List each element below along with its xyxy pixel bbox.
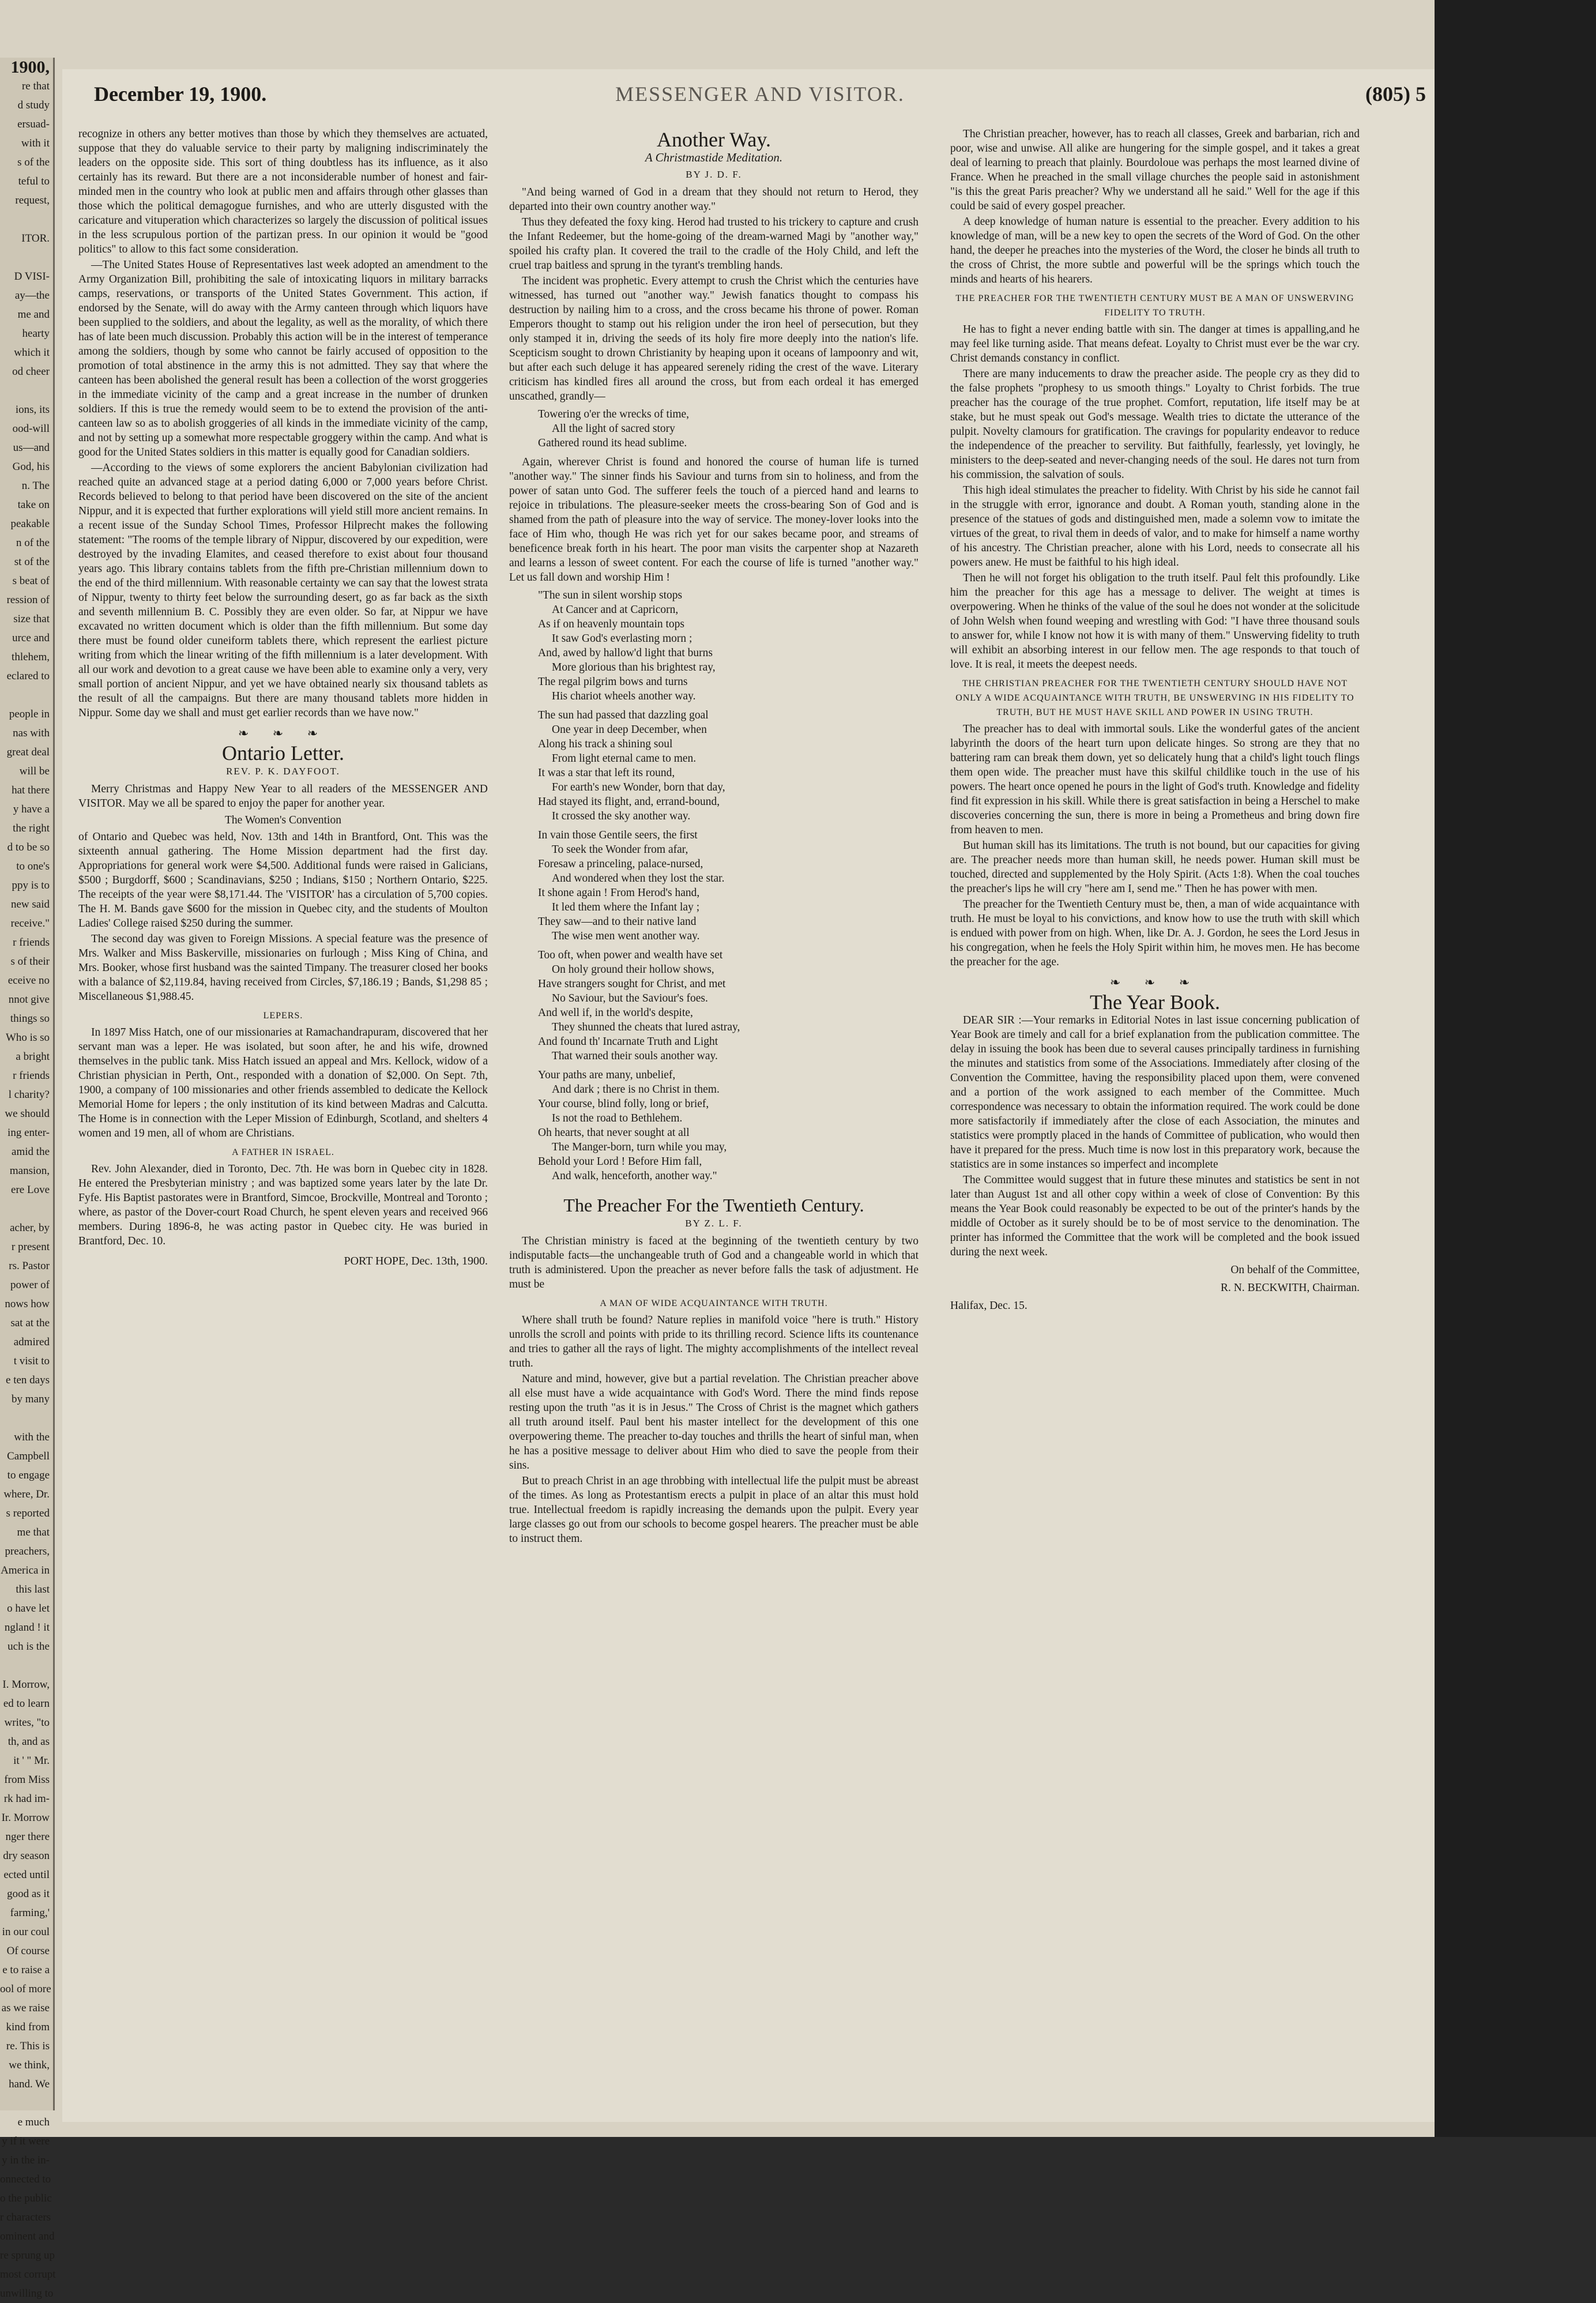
fragment-line: peakable <box>10 518 50 530</box>
fragment-line: nows how <box>5 1298 50 1310</box>
poem-stanza <box>538 407 919 450</box>
fragment-line: Campbell <box>7 1450 50 1462</box>
fragment-line: hand. We <box>9 2078 50 2090</box>
poem-line: It shone again ! From Herod's hand, <box>538 887 700 899</box>
article-title-preacher: The Preacher For the Twentieth Century. <box>563 1195 864 1216</box>
fragment-line: r friends <box>13 1070 50 1082</box>
issue-date: December 19, 1900. <box>94 82 267 106</box>
fragment-line: r present <box>12 1241 50 1253</box>
article-paragraph: Merry Christmas and Happy New Year to all readers of the MESSENGER AND VISITOR. May we all be spared to enjoy the paper for another year. <box>78 783 488 810</box>
fragment-line: a bright <box>16 1051 50 1063</box>
article-paragraph: The preacher has to deal with immortal souls. Like the wonderful gates of the ancient labyrinth the doors of the heart turn upon delicate hinges. So strong are they that no battering ram can break them down, yet so delicately hung that a child's light touch flings them open wide. The preacher must have this skilful childlike touch in the use of his powers. The heart once opened he pours in the light of God's truth. Knowledge and fidelity find fit expression in his skill. While there is great satisfaction in being a Herschel to make discoveries concerning the sun, there is more in being a Prometheus and bring down fire from heaven to men. <box>950 723 1360 836</box>
fragment-line: with it <box>21 137 50 149</box>
column-1 <box>78 127 488 2122</box>
fragment-line: power of <box>10 1279 50 1291</box>
article-paragraph: Thus they defeated the foxy king. Herod had trusted to his trickery to capture and crush the Infant Redeemer, but the home-going of the dream-warned Magi by "another way," spoiled his crafty plan. It covered the trail to the cradle of the Holy Child, and left the cruel trap baitless and sprung in the tyrant's trembling hands. <box>509 216 919 272</box>
fragment-line: Ir. Morrow <box>1 1812 50 1824</box>
fragment-line: Of course <box>6 1945 50 1957</box>
subheading: The Women's Convention <box>225 814 341 826</box>
fragment-line: to one's <box>16 860 50 872</box>
fragment-line: the right <box>13 822 50 834</box>
poem-line: From light eternal came to men. <box>552 752 697 765</box>
poem-line: It saw God's everlasting morn ; <box>552 633 692 645</box>
fragment-line: ed to learn <box>3 1698 50 1710</box>
fragment-line: with the <box>14 1431 50 1443</box>
fragment-line: onnected to <box>0 2173 51 2185</box>
poem-line: To seek the Wonder from afar, <box>552 844 688 856</box>
fragment-line: ool of more <box>0 1983 51 1995</box>
article-paragraph: The Christian ministry is faced at the beginning of the twentieth century by two indisputable facts—the unchangeable truth of God and a changeable world in which that truth is administered. Upon the preacher as never before falls the task of adjustment. He must be <box>509 1235 919 1290</box>
fragment-line: people in <box>9 708 50 720</box>
article-paragraph: In 1897 Miss Hatch, one of our missionaries at Ramachandrapuram, discovered that her servant man was a leper. He was isolated, but soon after, he and his wife, drowned themselves in the public tank. Miss Hatch issued an appeal and Mrs. Kellock, widow of a Christian physician in Perth, Ont., responded with a donation of $2,000. On Sept. 7th, 1900, a company of 100 missionaries and other friends assembled to dedicate the Kellock Memorial Home for lepers ; the only institution of its kind between Madras and Calcutta. The Home is in connection with the Leper Mission of Edinburgh, Scotland, and shelters 4 women and 19 men, all of whom are Christians. <box>78 1026 488 1139</box>
fragment-line: re. This is <box>6 2040 50 2052</box>
poem-stanza <box>538 828 919 943</box>
subheading: THE PREACHER FOR THE TWENTIETH CENTURY MUST BE A MAN OF UNSWERVING FIDELITY TO TRUTH. <box>955 293 1354 318</box>
fragment-line: amid the <box>12 1146 50 1158</box>
fragment-line: ITOR. <box>21 232 50 244</box>
previous-page-fragment <box>0 58 56 2300</box>
fragment-line: kind from <box>6 2021 50 2033</box>
article-paragraph: Again, wherever Christ is found and honored the course of human life is turned "another way." The sinner finds his Saviour and turns from sin to holiness, and from the power of satan unto God. The sufferer feels the touch of a pierced hand and learns to rejoice in tribulations. The pleasure-seeker meets the cross-bearing Son of God and is shamed from the path of pleasure into the way of service. The money-lover looks into the face of Him who, though He was rich yet for our sakes became poor, and streams of beneficence break forth in his heart. The poor man visits the carpenter shop at Nazareth and learns a lesson of sweet content. For each the course of life is turned "another way." Let us fall down and worship Him ! <box>509 456 919 584</box>
dateline: PORT HOPE, Dec. 13th, 1900. <box>344 1255 488 1267</box>
fragment-line: dry season <box>3 1850 50 1862</box>
fragment-line: d to be so <box>7 841 50 853</box>
fragment-line: God, his <box>12 461 50 473</box>
fragment-line: st of the <box>14 556 50 568</box>
fragment-line: eclared to <box>6 670 50 682</box>
article-paragraph: A deep knowledge of human nature is essential to the preacher. Every addition to his knowledge of man, will be a new key to open the secrets of the Word of God. On the other hand, the deeper he preaches into the mysteries of the Word, the closer he binds all truth to the cross of Christ, the more subtle and powerful will be the springs which touch the minds and hearts of his hearers. <box>950 216 1360 285</box>
article-paragraph: Rev. John Alexander, died in Toronto, Dec. 7th. He was born in Quebec city in 1828. He entered the Presbyterian ministry ; and was baptized some years later by the late Dr. Fyfe. His Baptist pastorates were in Brantford, Simcoe, Brockville, Montreal and Toronto ; where, as pastor of the Dover-court Road Church, he spent eleven years and received 966 members. During 1896-8, he was acting pastor in Quebec city. He was buried in Brantford, Dec. 10. <box>78 1163 488 1247</box>
article-paragraph: "And being warned of God in a dream that they should not return to Herod, they departed into their own country another way." <box>509 186 919 213</box>
column-3 <box>950 127 1360 2122</box>
fragment-line: preachers, <box>5 1545 50 1557</box>
fragment-line: I. Morrow, <box>2 1679 50 1691</box>
fragment-line: urce and <box>12 632 50 644</box>
fragment-line: nger there <box>5 1831 50 1843</box>
section-ornament: ❧ ❧ ❧ <box>238 726 329 740</box>
article-title-year-book: The Year Book. <box>1090 991 1220 1014</box>
poem-line: Too oft, when power and wealth have set <box>538 949 723 961</box>
fragment-line: nas with <box>13 727 50 739</box>
fragment-line: 1900, <box>10 58 50 77</box>
poem-line: Gathered round its head sublime. <box>538 437 687 449</box>
poem-line: At Cancer and at Capricorn, <box>552 604 679 616</box>
poem-line: Have strangers sought for Christ, and met <box>538 978 726 990</box>
poem-line: All the light of sacred story <box>552 423 675 435</box>
poem-stanza <box>538 948 919 1063</box>
poem-line: Is not the road to Bethlehem. <box>552 1112 683 1124</box>
fragment-line: o have let <box>7 1602 50 1615</box>
poem-line: In vain those Gentile seers, the first <box>538 829 698 841</box>
section-ornament: ❧ ❧ ❧ <box>1109 975 1200 989</box>
article-paragraph: The second day was given to Foreign Missions. A special feature was the presence of Mrs. Walker and Miss Baskerville, missionaries on furlough ; Miss King of China, and Mrs. Booker, whose first husband was the sainted Timpany. The treasurer closed her books with a balance of $2,119.84, having received from Circles, $7,186.19 ; Bands, $1,298 85 ; Miscellaneous $1,988.45. <box>78 933 488 1003</box>
fragment-line: l charity? <box>8 1089 50 1101</box>
fragment-line: size that <box>13 613 50 625</box>
poem-line: They shunned the cheats that lured astray, <box>552 1021 740 1033</box>
fragment-line: s reported <box>6 1507 50 1519</box>
fragment-line: t visit to <box>13 1355 50 1367</box>
fragment-line: r friends <box>13 936 50 949</box>
poem-stanza <box>538 588 919 703</box>
poem-line: It crossed the sky another way. <box>552 810 691 822</box>
article-paragraph: This high ideal stimulates the preacher to fidelity. With Christ by his side he cannot fail in the struggle with error, ignorance and doubt. A Roman youth, standing alone in the presence of the statues of gods and distinguished men, made a solemn vow to imitate the virtues of the great, to rival them in deeds of valor, and to make for himself a name worthy of his ancestry. The Christian preacher, alone with his Lord, needs to consecrate all his powers anew. He must be faithful to his high ideal. <box>950 484 1360 569</box>
fragment-line: hat there <box>12 784 50 796</box>
subheading: A FATHER IN ISRAEL. <box>232 1147 334 1157</box>
poem-stanza <box>538 1068 919 1183</box>
fragment-line <box>0 210 53 229</box>
fragment-line: we think, <box>9 2059 50 2071</box>
fragment-line: it ' " Mr. <box>13 1755 50 1767</box>
poem-line: Your paths are many, unbelief, <box>538 1069 676 1081</box>
fragment-line <box>0 381 53 400</box>
fragment-line: to engage <box>7 1469 50 1481</box>
poem-line: And wondered when they lost the star. <box>552 872 725 885</box>
fragment-line: s of the <box>17 156 50 168</box>
fragment-line: ions, its <box>15 404 50 416</box>
fragment-line: us—and <box>13 442 50 454</box>
fragment-line: admired <box>13 1336 50 1348</box>
fragment-line: e much <box>17 2116 50 2128</box>
fragment-line: n. The <box>21 480 50 492</box>
subheading: A MAN OF WIDE ACQUAINTANCE WITH TRUTH. <box>600 1299 828 1308</box>
scan-border <box>1435 0 1596 2137</box>
fragment-line: rs. Pastor <box>9 1260 50 1272</box>
masthead-title: MESSENGER AND VISITOR. <box>615 82 905 106</box>
page-number: (805) 5 <box>1365 82 1426 106</box>
article-paragraph: He has to fight a never ending battle with sin. The danger at times is appalling,and he may feel like turning aside. That means defeat. Loyalty to Christ must ever be the war cry. Christ demands constancy in conflict. <box>950 323 1360 364</box>
fragment-line: teful to <box>18 175 50 187</box>
poem-line: On holy ground their hollow shows, <box>552 964 714 976</box>
article-byline: BY Z. L. F. <box>685 1218 743 1229</box>
fragment-line: ected until <box>3 1869 50 1881</box>
poem-line: And, awed by hallow'd light that burns <box>538 647 713 659</box>
fragment-line: things so <box>10 1013 50 1025</box>
fragment-line: y if it were <box>2 2135 50 2147</box>
fragment-line <box>0 248 53 267</box>
signature-date: Halifax, Dec. 15. <box>950 1300 1027 1312</box>
poem-line: The Manger-born, turn while you may, <box>552 1141 727 1153</box>
poem-line: It led them where the Infant lay ; <box>552 901 700 913</box>
poem-line: Had stayed its flight, and, errand-bound, <box>538 796 720 808</box>
fragment-line: America in <box>1 1564 50 1576</box>
article-paragraph: The Christian preacher, however, has to reach all classes, Greek and barbarian, rich and poor, wise and unwise. All alike are hungering for the simple gospel, and it takes a great deal of learning to preach that plainly. Bourdoloue was perhaps the most learned divine of France. When he preached in the small village churches the people said in astonishment "is this the great Paris preacher? Why we understand all he said." Well for the age if this could be said of every gospel preacher. <box>950 128 1360 212</box>
signature-line: On behalf of the Committee, <box>1230 1264 1360 1276</box>
article-paragraph: The incident was prophetic. Every attempt to crush the Christ which the centuries have witnessed, has turned out "another way." Jewish fanatics thought to compass his destruction by nailing him to a cross, and the cross became his throne of power. Roman Emperors thought to stamp out his religion under the iron heel of persecution, but they only stamped it in, driving the seeds of its holy fire more deeply into the nation's life. Scepticism sought to drown Christianity by heaping upon it oceans of lampoonry and wit, but after each such deluge it has appeared serenely riding the crest of the wave. Literary criticism has kindled fires all around the cross, but from each ordeal it has emerged unscathed, grandly— <box>509 275 919 402</box>
article-title-ontario-letter: Ontario Letter. <box>222 742 344 765</box>
fragment-line: ression of <box>6 594 50 606</box>
fragment-line: ay—the <box>14 289 50 302</box>
fragment-line: new said <box>10 898 50 910</box>
fragment-line: this last <box>16 1583 50 1595</box>
fragment-line: th, and as <box>7 1736 50 1748</box>
article-paragraph: But human skill has its limitations. The truth is not bound, but our capacities for giving are. The preacher needs more than human skill, he needs power. Human skill must be touched, directed and supplemented by the Holy Spirit. (Acts 1:8). When the coal touches the preacher's lips he will cry "here am I, send me." Then he has power with men. <box>950 840 1360 895</box>
poem-line: One year in deep December, when <box>552 724 707 736</box>
fragment-line <box>0 1409 53 1428</box>
article-paragraph: There are many inducements to draw the preacher aside. The people cry as they did to the false prophets "prophesy to us smooth things." Loyalty to Christ forbids. The true preacher has the courage of the true prophet. Comfort, reputation, life itself may be at stake, but he must speak out God's message. Wealth tries to dictate the utterance of the pulpit. Novelty clamours for gratification. The cravings for popularity endeavor to reduce the independence of the preacher to servility. But faithfully, fearlessly, yet lovingly, he ministers to the deep-seated and never-changing needs of the soul. He dares not turn from his commission, the salvation of souls. <box>950 368 1360 481</box>
fragment-line: most corrupt <box>0 2268 56 2281</box>
fragment-line: request, <box>15 194 50 206</box>
poem-line: The wise men went another way. <box>552 930 700 942</box>
article-title-another-way: Another Way. <box>656 128 771 151</box>
article-paragraph: Then he will not forget his obligation to the truth itself. Paul felt this profoundly. Like him the preacher for this age has a message to deliver. The weight at times is overpowering. When he thinks of the value of the soul he does not wonder at the solicitude of John Welsh when found weeping and wrestling with God: "I have three thousand souls to answer for, while I know not how it is with many of them." Unswerving fidelity to truth will exhibit an absorbing interest in our fellow men. The age responds to that touch of love. It is real, it meets the deepest needs. <box>950 572 1360 671</box>
poem-line: The regal pilgrim bows and turns <box>538 676 688 688</box>
fragment-line: nnot give <box>8 994 50 1006</box>
subheading: THE CHRISTIAN PREACHER FOR THE TWENTIETH CENTURY SHOULD HAVE NOT ONLY A WIDE ACQUAINTANCE WITH TRUTH, BE UNSWERVING IN HIS FIDELITY TO TRUTH, BUT HE MUST HAVE SKILL AND POWER IN USING TRUTH. <box>955 679 1354 717</box>
poem-line: As if on heavenly mountain tops <box>538 618 685 630</box>
poem-line: Your course, blind folly, long or brief, <box>538 1098 709 1110</box>
fragment-line: od cheer <box>12 366 50 378</box>
poem-line: Along his track a shining soul <box>538 738 673 750</box>
poem-line: It was a star that left its round, <box>538 767 675 779</box>
article-paragraph: DEAR SIR :—Your remarks in Editorial Notes in last issue concerning publication of Year Book are timely and call for a brief explanation from the publication committee. The delay in issuing the book has been due to several causes principally tardiness in furnishing the minutes and statistics from some of the Associations. Immediately after closing of the Convention the Committee, having the responsibility placed upon them, were convened and a portion of the work assigned to each member of the Committee. Much correspondence was necessary to obtain the information required. The work could be done more satisfactorily if immediately after the close of each Association, the minutes and statistics were promptly placed in the hands of Committee of publication, who would then have it prepared for the press. Much time is now lost in this preparatory work, because the statistics are in some instances so imperfect and incomplete <box>950 1014 1360 1171</box>
subheading: LEPERS. <box>263 1011 303 1021</box>
fragment-line: e ten days <box>6 1374 50 1386</box>
fragment-line: farming,' <box>10 1907 50 1919</box>
fragment-line: ing enter- <box>7 1127 50 1139</box>
article-subtitle: A Christmastide Meditation. <box>645 150 783 164</box>
fragment-line: acher, by <box>10 1222 50 1234</box>
poem-line: No Saviour, but the Saviour's foes. <box>552 992 708 1004</box>
fragment-line: e to raise a <box>2 1964 50 1976</box>
fragment-line: rk had im- <box>3 1793 50 1805</box>
fragment-line: eceive no <box>7 974 50 987</box>
fragment-line: from Miss <box>4 1774 50 1786</box>
article-paragraph: The Committee would suggest that in future these minutes and statistics be sent in not later than August 1st and all other copy within a week of close of Convention: By this means the Year Book could reasonably be expected to be out of the printer's hands by the middle of October as it surely should be to be of most service to the denomination. The printer has informed the Committee that the work will be completed and the book issued during the next week. <box>950 1174 1360 1258</box>
editorial-continuation: recognize in others any better motives than those by which they themselves are actuated, suppose that they do valuable service to their party by maligning indiscriminately the leaders on the opposite side. This sort of thing doubtless has its influence, as it also certainly has its reward. But there are a not inconsiderable number of honest and fair-minded men in the country who look at public men and affairs through other glasses than those which the political demagogue furnishes, and who are utterly disgusted with the caricature and vituperation which characterizes so largely the discussion of political issues in the less scrupulous portion of the partizan press. In our opinion it would be "good politics" to allow to this fact some consideration. <box>78 128 488 255</box>
running-header <box>88 82 1432 111</box>
fragment-line: y have a <box>13 803 50 815</box>
fragment-line: r characters <box>0 2211 51 2223</box>
poem-line: And found th' Incarnate Truth and Light <box>538 1036 718 1048</box>
poem-line: Foresaw a princeling, palace-nursed, <box>538 858 703 870</box>
poem-line: Oh hearts, that never sought at all <box>538 1127 690 1139</box>
fragment-line: receive." <box>10 917 50 930</box>
fragment-line: mansion, <box>9 1165 50 1177</box>
page-body <box>62 69 1435 2122</box>
poem-line: Towering o'er the wrecks of time, <box>538 408 690 420</box>
fragment-line: good as it <box>7 1888 50 1900</box>
fragment-line: sat at the <box>10 1317 50 1329</box>
fragment-line: which it <box>14 347 50 359</box>
fragment-line: ominent and <box>0 2230 55 2242</box>
fragment-line: ere Love <box>11 1184 50 1196</box>
fragment-line: s beat of <box>12 575 50 587</box>
fragment-line <box>0 1199 53 1218</box>
column-2 <box>509 127 919 2122</box>
fragment-line: re that <box>21 80 50 92</box>
poem-line: His chariot wheels another way. <box>552 690 696 702</box>
fragment-line: great deal <box>6 746 50 758</box>
fragment-line: Who is so <box>6 1032 50 1044</box>
fragment-line <box>0 1656 53 1675</box>
article-paragraph: Nature and mind, however, give but a partial revelation. The Christian preacher above all else must have a wide acquaintance with God's Word. There the mind finds repose resting upon the truth "as it is in Jesus." The Cross of Christ is the magnet which gathers all truth around itself. Paul bent his master intellect for the development of this one overpowering theme. The preacher to-day touches and thrills the heart of sinful man, when he has a positive message to deliver about Him who died to save the people from their sins. <box>509 1373 919 1472</box>
fragment-line: ppy is to <box>12 879 50 891</box>
poem-line: More glorious than his brightest ray, <box>552 661 716 673</box>
fragment-line: n of the <box>16 537 50 549</box>
poem-line: And dark ; there is no Christ in them. <box>552 1083 720 1096</box>
fragment-line: as we raise <box>1 2002 50 2014</box>
fragment-line: re sprung up <box>0 2249 55 2261</box>
poem-line: And well if, in the world's despite, <box>538 1007 693 1019</box>
poem-line: For earth's new Wonder, born that day, <box>552 781 725 793</box>
poem-line: "The sun in silent worship stops <box>538 589 683 601</box>
poem-stanza <box>538 708 919 823</box>
fragment-line: take on <box>17 499 50 511</box>
fragment-line: will be <box>19 765 50 777</box>
poem-line: And walk, henceforth, another way." <box>552 1170 717 1182</box>
fragment-line: ersuad- <box>17 118 50 130</box>
fragment-line: ngland ! it <box>4 1621 50 1634</box>
fragment-line: D VISI- <box>14 270 50 283</box>
signature-name: R. N. BECKWITH, Chairman. <box>1220 1282 1360 1294</box>
fragment-line: ood-will <box>12 423 50 435</box>
fragment-line: hearty <box>22 328 50 340</box>
fragment-line: uch is the <box>7 1640 50 1653</box>
fragment-line: thlehem, <box>12 651 50 663</box>
article-byline: BY J. D. F. <box>686 169 742 180</box>
article-paragraph: But to preach Christ in an age throbbing with intellectual life the pulpit must be abreast of the times. As long as Protestantism erects a pulpit in place of an altar this must hold true. Intellectual freedom is rapidly increasing the demands upon the pulpit. Every year large classes go out from our schools to become gospel hearers. The preacher must be able to instruct them. <box>509 1475 919 1545</box>
fragment-line: by many <box>12 1393 50 1405</box>
fragment-line <box>0 2094 53 2113</box>
article-byline: REV. P. K. DAYFOOT. <box>226 766 340 777</box>
fragment-line: s of their <box>10 955 50 968</box>
fragment-line: we should <box>5 1108 50 1120</box>
fragment-line <box>0 686 53 705</box>
poem-line: The sun had passed that dazzling goal <box>538 709 709 721</box>
poem-line: Behold your Lord ! Before Him fall, <box>538 1156 702 1168</box>
fragment-line: d study <box>17 99 50 111</box>
poem-line: That warned their souls another way. <box>552 1050 718 1062</box>
article-paragraph: The preacher for the Twentieth Century must be, then, a man of wide acquaintance with truth. He must be loyal to his convictions, and know how to use the truth with skill which is endued with power from on high. When, like Dr. A. J. Gordon, he sees the Lord Jesus in his congregation, when he feels the Holy Spirit within him, he moves men. He has become the preacher for the age. <box>950 898 1360 968</box>
fragment-line: y in the in- <box>2 2154 50 2166</box>
article-paragraph: of Ontario and Quebec was held, Nov. 13th and 14th in Brantford, Ont. This was the sixteenth annual gathering. The Home Mission department had the first day. Appropriations for general work were $4,500. Additional funds were raised in Galicians, $500 ; Burgdorff, $600 ; Scandinavians, $250 ; Indians, $150 ; Northern Ontario, $225. The receipts of the year were $8,171.44. The 'VISITOR' has a circulation of 5,700 copies. The H. M. Bands gave $600 for the mission in Quebec city, and the students of Moulton Ladies' College raised $250 during the summer. <box>78 831 488 930</box>
article-paragraph: Where shall truth be found? Nature replies in manifold voice "here is truth." History unrolls the scroll and points with pride to its thrilling record. Science lifts its countenance and tries to gather all the rays of light. The mighty accomplishments of the intellect reveal truth. <box>509 1314 919 1369</box>
fragment-line: writes, "to <box>4 1717 50 1729</box>
fragment-line: o the public <box>0 2192 52 2204</box>
editorial-army-canteen: —The United States House of Representatives last week adopted an amendment to the Army Organization Bill, prohibiting the sale of intoxicating liquors in military barracks camps, reservations, or transports of the United States Government. This action, if endorsed by the Senate, will do away with the Army canteen through which liquors have been supplied to the soldiers, and about the legality, as well as the morality, of which there has of late been much discussion. Probably this action will be in the interest of temperance among the soldiers, though by some who cannot be fairly accused of opposition to the promotion of total abstinence in the army this is not admitted. They say that where the canteen has been abolished the general result has been a collection of the worst groggeries in the immediate vicinity of the camp and a great increase in the number of drunken soldiers. If this is true the remedy would seem to be to extend the provision of the anti-canteen law so as to abolish groggeries of all kinds in the immediate vicinity of the camp, and not by setting up a somewhat more respectable groggery within the camp. And what is good for the United States soldiers in this matter is equally good for Canadian soldiers. <box>78 259 488 458</box>
poem-line: They saw—and to their native land <box>538 916 697 928</box>
fragment-line: unwilling to <box>0 2287 54 2300</box>
fragment-line: in our coul <box>2 1926 50 1938</box>
fragment-line: me and <box>17 308 50 321</box>
editorial-nippur: —According to the views of some explorers the ancient Babylonian civilization had reached quite an advanced stage at a period dating 6,000 or 7,000 years before Christ. Records believed to belong to that period have been discovered on the site of the ancient Nippur, and it is expected that further explorations will yield still more ancient remains. In a recent issue of the Sunday School Times, Professor Hilprecht makes the following statement: "The rooms of the temple library of Nippur, discovered by our expedition, were destroyed by the invading Elamites, and ceased therefore to exist about four thousand years ago. This library contains tablets from the fifth pre-Christian millennium down to the end of the third millennium. With reasonable certainty we can say that the lowest strata of Nippur, twenty to thirty feet below the surrounding desert, go as far back as the sixth and seventh millennium B. C. Possibly they are even older. So far, at Nippur we have excavated no written document which is older than the fifth millennium. But some day there must be found older cuneiform tablets there, which represent the earliest picture writing from which the linear writing of the fifth millennium is a later development. With all our work and devotion to a great cause we have been able to examine only a very, very small portion of ancient Nippur, and yet we have obtained nearly six thousand tablets as the result of all the campaigns. But there are many thousand tablets more hidden in Nippur. Some day we shall and must get earlier records than we have now." <box>78 462 488 719</box>
fragment-line: me that <box>17 1526 50 1538</box>
fragment-line: where, Dr. <box>3 1488 50 1500</box>
